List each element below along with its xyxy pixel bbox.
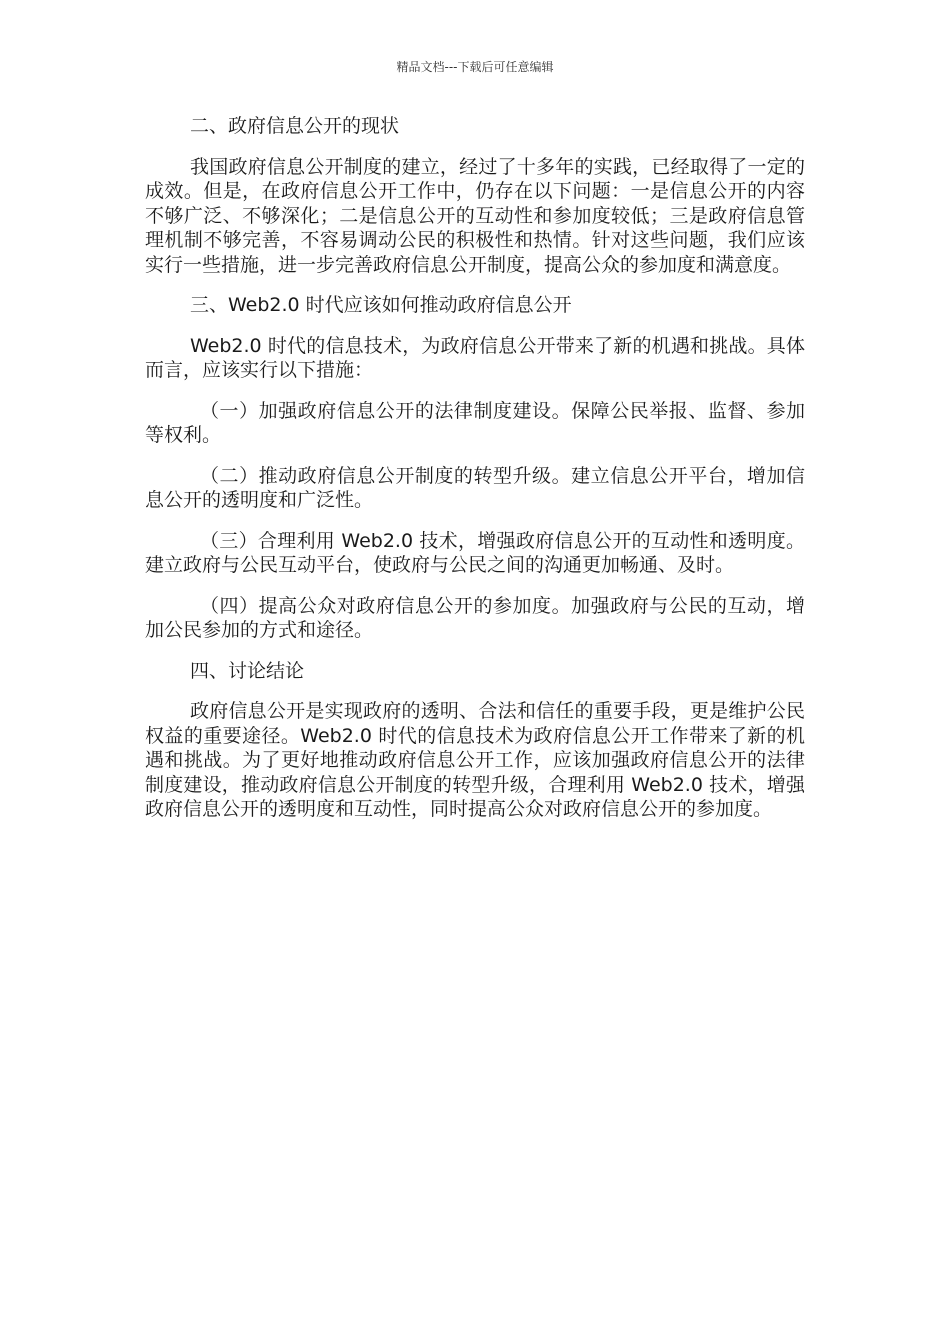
section-heading-web20: 三、Web2.0 时代应该如何推动政府信息公开 bbox=[190, 294, 572, 316]
section-heading-status: 二、政府信息公开的现状 bbox=[190, 115, 400, 137]
measure-item-1: （一）加强政府信息公开的法律制度建设。保障公民举报、监督、参加等权利。 bbox=[145, 399, 805, 446]
section-heading-conclusion: 四、讨论结论 bbox=[190, 659, 305, 682]
measure-item-2: （二）推动政府信息公开制度的转型升级。建立信息公开平台，增加信息公开的透明度和广泛性。 bbox=[145, 464, 805, 511]
paragraph-web20-intro: Web2.0 时代的信息技术，为政府信息公开带来了新的机遇和挑战。具体而言，应该实行以下措施： bbox=[145, 334, 805, 381]
document-body bbox=[145, 114, 805, 838]
paragraph-status: 我国政府信息公开制度的建立，经过了十多年的实践，已经取得了一定的成效。但是，在政府信息公开工作中，仍存在以下问题：一是信息公开的内容不够广泛、不够深化；二是信息公开的互动性和参加度较低；三是政府信息管理机制不够完善，不容易调动公民的积极性和热情。针对这些问题，我们应该实行一些措施，进一步完善政府信息公开制度，提高公众的参加度和满意度。 bbox=[145, 155, 805, 276]
paragraph-conclusion: 政府信息公开是实现政府的透明、合法和信任的重要手段，更是维护公民权益的重要途径。Web2.0 时代的信息技术为政府信息公开工作带来了新的机遇和挑战。为了更好地推动政府信息公开工作，应该加强政府信息公开的法律制度建设，推动政府信息公开制度的转型升级，合理利用 Web2.0 技术，增强政府信息公开的透明度和互动性，同时提高公众对政府信息公开的参加度。 bbox=[145, 700, 805, 820]
measure-item-3: （三）合理利用 Web2.0 技术，增强政府信息公开的互动性和透明度。建立政府与公民互动平台，使政府与公民之间的沟通更加畅通、及时。 bbox=[145, 529, 805, 576]
page-header: 精品文档---下载后可任意编辑 bbox=[396, 60, 554, 74]
measure-item-4: （四）提高公众对政府信息公开的参加度。加强政府与公民的互动，增加公民参加的方式和途径。 bbox=[145, 594, 805, 641]
